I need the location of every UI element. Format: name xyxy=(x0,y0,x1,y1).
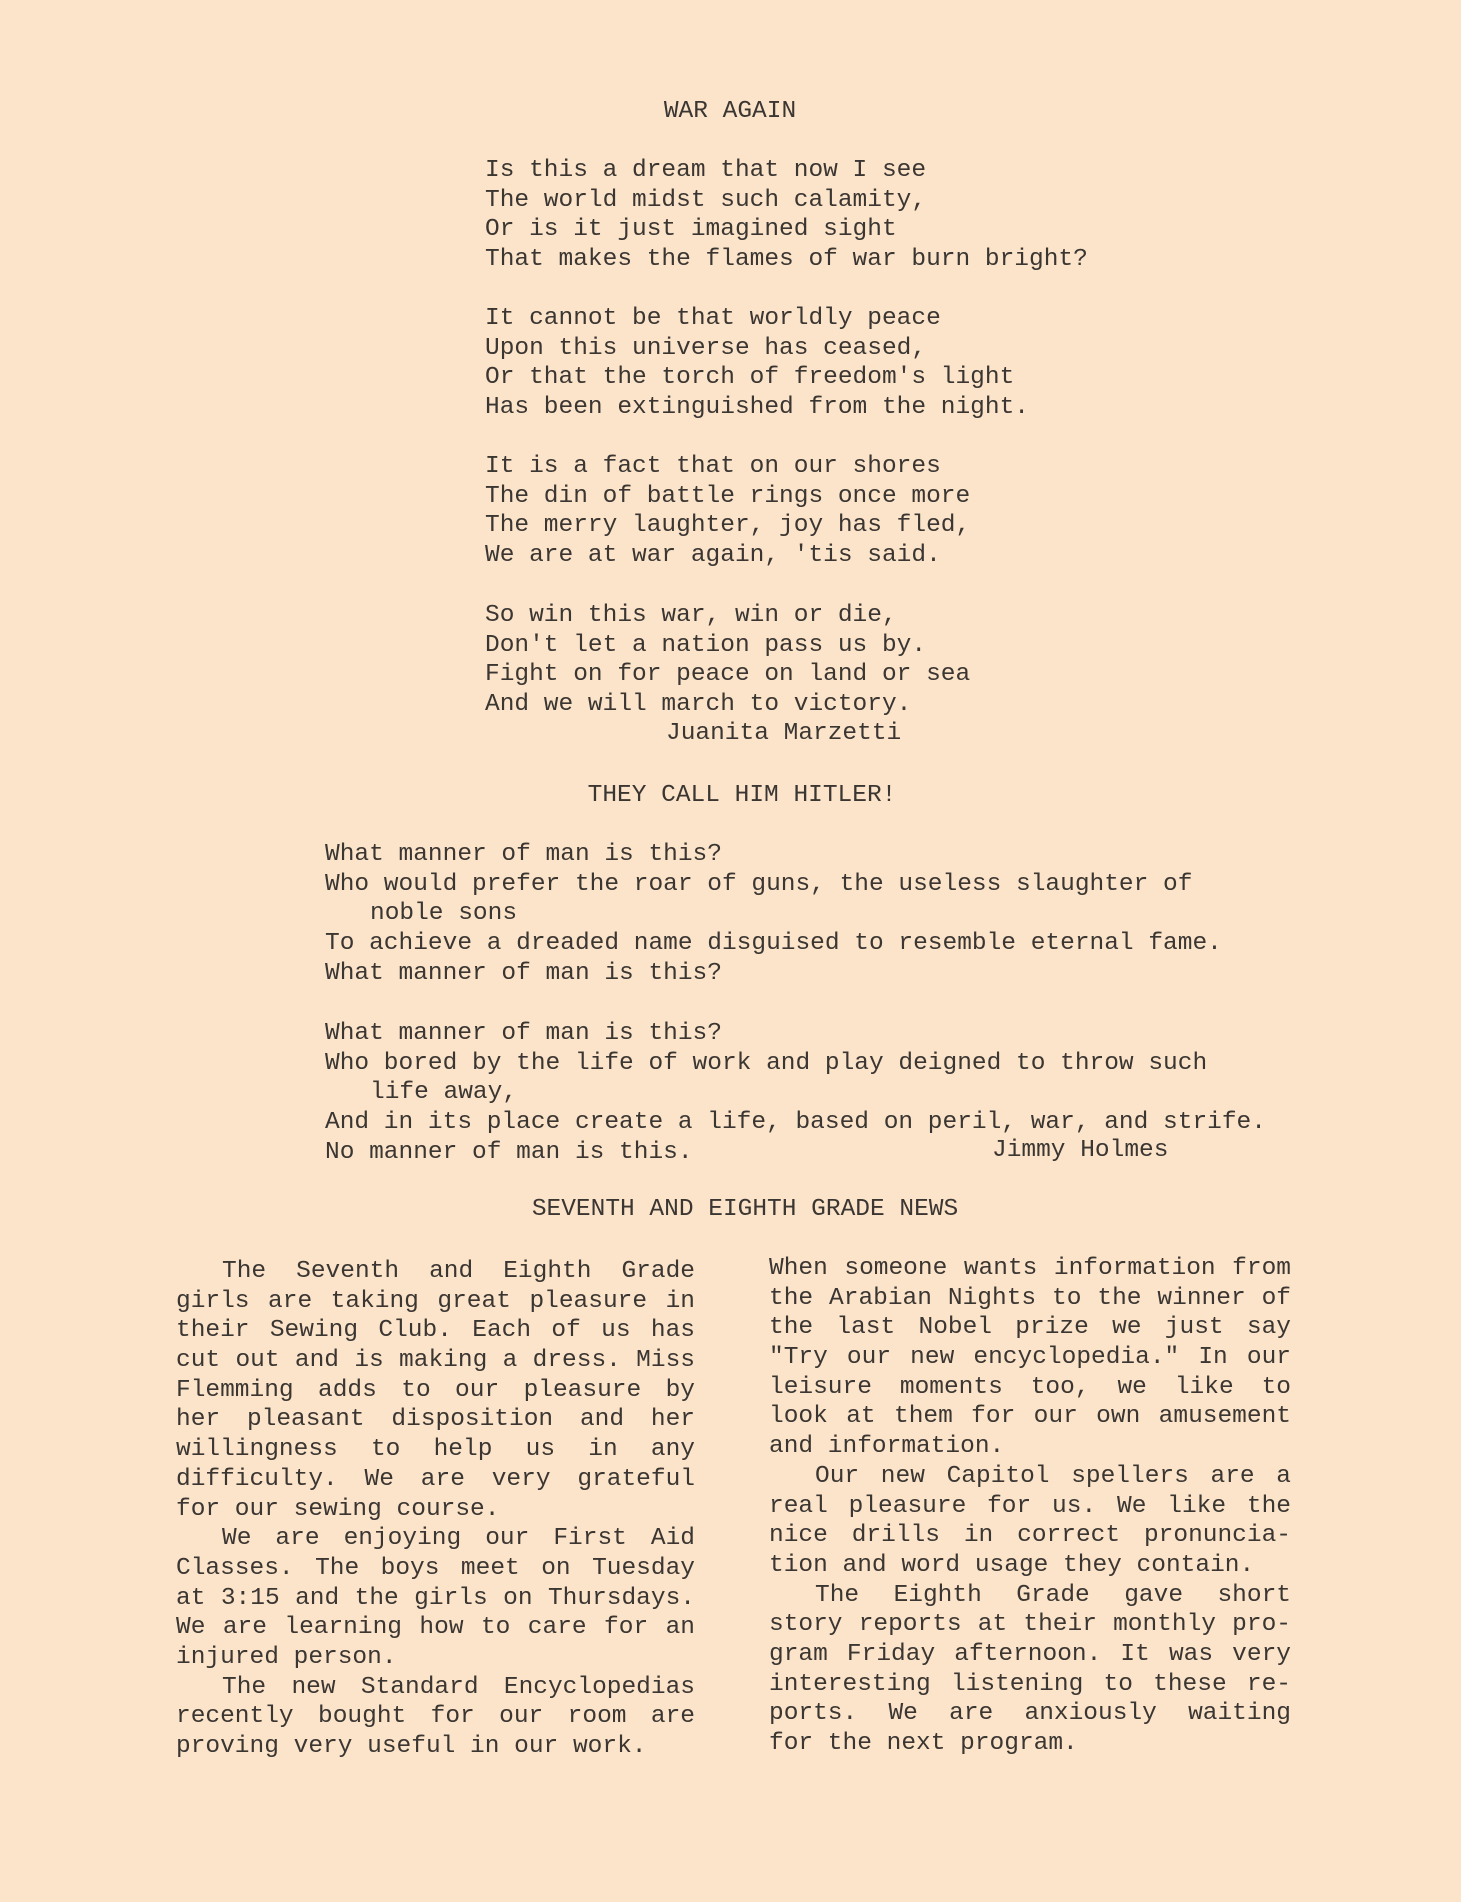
paragraph-line: the last Nobel prize we just say xyxy=(769,1314,1291,1342)
paragraph-line: Classes. The boys meet on Tuesday xyxy=(176,1554,695,1582)
poem-line: Is this a dream that now I see xyxy=(485,157,927,184)
poem1-stanza-2 xyxy=(485,304,1029,423)
news-right-column xyxy=(769,1254,1291,1759)
paragraph-line: for our sewing course. xyxy=(176,1495,500,1523)
news-heading: SEVENTH AND EIGHTH GRADE NEWS xyxy=(531,1196,959,1223)
poem-line: The din of battle rings once more xyxy=(485,482,971,510)
poem-line: life away, xyxy=(370,1079,518,1107)
poem1-stanza-1 xyxy=(485,156,1088,275)
poem-line: Don't let a nation pass us by. xyxy=(485,631,927,659)
paragraph-line: ports. We are anxiously waiting xyxy=(769,1700,1291,1728)
poem1-stanza-3 xyxy=(485,452,970,571)
poem-line: We are at war again, 'tis said. xyxy=(485,542,941,570)
paragraph-line: and information. xyxy=(769,1433,1005,1461)
poem-title-war-again: WAR AGAIN xyxy=(663,98,797,125)
paragraph-line: When someone wants information from xyxy=(769,1255,1291,1282)
poem-line: To achieve a dreaded name disguised to resemble eternal fame. xyxy=(325,930,1222,958)
paragraph-line: look at them for our own amusement xyxy=(769,1403,1291,1431)
poem2-stanza-1 xyxy=(325,840,1222,988)
poem1-stanza-4 xyxy=(485,601,970,720)
poem-line: Or that the torch of freedom's light xyxy=(485,364,1015,392)
poem-line: It cannot be that worldly peace xyxy=(485,305,941,332)
poem-line: Who bored by the life of work and play deigned to throw such xyxy=(325,1049,1208,1077)
poem-line: Or is it just imagined sight xyxy=(485,216,897,244)
poem-line: What manner of man is this? xyxy=(325,959,722,987)
paragraph-line: her pleasant disposition and her xyxy=(176,1406,695,1434)
poem-line: So win this war, win or die, xyxy=(485,602,897,629)
paragraph-line: Our new Capitol spellers are a xyxy=(815,1462,1291,1490)
paragraph-line: proving very useful in our work. xyxy=(176,1733,647,1760)
paragraph-line: interesting listening to these re- xyxy=(769,1670,1291,1698)
poem-line: Upon this universe has ceased, xyxy=(485,334,927,362)
paragraph-line: We are learning how to care for an xyxy=(176,1614,695,1642)
poem-line: Fight on for peace on land or sea xyxy=(485,661,971,689)
poem-line: And in its place create a life, based on peril, war, and strife. xyxy=(325,1109,1266,1137)
paragraph-line: for the next program. xyxy=(769,1730,1078,1757)
paragraph-line: Flemming adds to our pleasure by xyxy=(176,1376,695,1404)
poem-line: No manner of man is this. xyxy=(325,1138,693,1166)
paragraph-line: leisure moments too, we like to xyxy=(769,1373,1291,1401)
paragraph-line: nice drills in correct pronuncia- xyxy=(769,1522,1291,1550)
news-left-column xyxy=(176,1257,695,1762)
paragraph-line: the Arabian Nights to the winner of xyxy=(769,1284,1291,1312)
poem-line: The merry laughter, joy has fled, xyxy=(485,512,971,540)
paragraph-line: gram Friday afternoon. It was very xyxy=(769,1640,1291,1668)
paragraph-line: difficulty. We are very grateful xyxy=(176,1465,695,1493)
paragraph-line: We are enjoying our First Aid xyxy=(222,1525,695,1553)
poem-line: What manner of man is this? xyxy=(325,841,722,868)
paragraph-line: at 3:15 and the girls on Thursdays. xyxy=(176,1584,695,1612)
paragraph-line: recently bought for our room are xyxy=(176,1703,695,1731)
poem-line: noble sons xyxy=(370,900,518,928)
paragraph-line: girls are taking great pleasure in xyxy=(176,1287,695,1315)
poem-title-hitler: THEY CALL HIM HITLER! xyxy=(587,782,897,809)
poem-line: It is a fact that on our shores xyxy=(485,453,941,480)
paragraph-line: their Sewing Club. Each of us has xyxy=(176,1317,695,1345)
paragraph-line: The new Standard Encyclopedias xyxy=(222,1673,695,1701)
poem-line: Who would prefer the roar of guns, the useless slaughter of xyxy=(325,870,1193,898)
paragraph-line: tion and word usage they contain. xyxy=(769,1551,1255,1579)
paragraph-line: cut out and is making a dress. Miss xyxy=(176,1347,695,1375)
paragraph-line: story reports at their monthly pro- xyxy=(769,1611,1291,1639)
poem1-author: Juanita Marzetti xyxy=(666,720,902,747)
paragraph-line: The Seventh and Eighth Grade xyxy=(222,1258,695,1285)
poem-line: The world midst such calamity, xyxy=(485,186,927,214)
paragraph-line: The Eighth Grade gave short xyxy=(815,1581,1291,1609)
poem-line: And we will march to victory. xyxy=(485,691,912,719)
poem-line: What manner of man is this? xyxy=(325,1020,722,1047)
paragraph-line: injured person. xyxy=(176,1643,397,1671)
paragraph-line: willingness to help us in any xyxy=(176,1436,695,1464)
poem2-author: Jimmy Holmes xyxy=(992,1137,1169,1164)
poem-line: Has been extinguished from the night. xyxy=(485,394,1029,422)
poem-line: That makes the flames of war burn bright? xyxy=(485,246,1088,274)
paragraph-line: "Try our new encyclopedia." In our xyxy=(769,1344,1291,1372)
paragraph-line: real pleasure for us. We like the xyxy=(769,1492,1291,1520)
